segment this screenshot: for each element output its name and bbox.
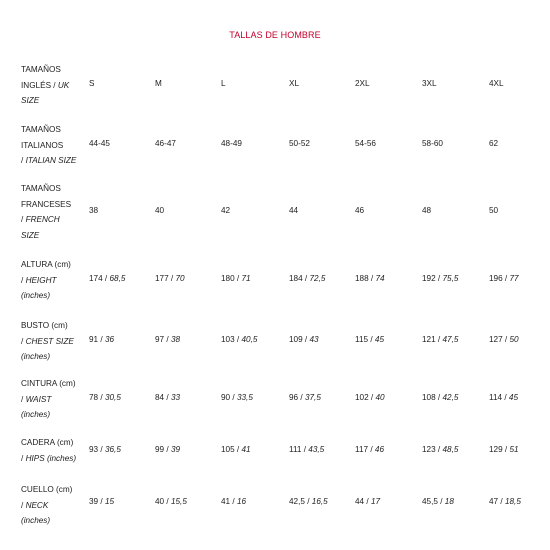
table-cell: 97 / 38: [155, 335, 181, 344]
table-cell: 84 / 33: [155, 393, 181, 402]
table-cell: S: [89, 79, 95, 88]
row-label: TAMAÑOS ITALIANOS / ITALIAN SIZE: [21, 125, 77, 165]
table-cell: 45,5 / 18: [422, 497, 454, 506]
table-cell: 102 / 40: [355, 393, 385, 402]
page-title: TALLAS DE HOMBRE: [229, 30, 321, 40]
table-cell: 121 / 47,5: [422, 335, 459, 344]
table-cell: L: [221, 79, 226, 88]
table-cell: 109 / 43: [289, 335, 319, 344]
table-cell: 47 / 18,5: [489, 497, 521, 506]
row-label: CUELLO (cm) / NECK (inches): [21, 485, 73, 525]
table-cell: 111 / 43,5: [289, 445, 325, 454]
table-cell: 50-52: [289, 139, 310, 148]
row-label: TAMAÑOS INGLÉS / UK SIZE: [21, 65, 70, 105]
table-cell: M: [155, 79, 162, 88]
table-cell: 123 / 48,5: [422, 445, 459, 454]
row-label: ALTURA (cm) / HEIGHT (inches): [21, 260, 71, 300]
table-cell: 90 / 33,5: [221, 393, 253, 402]
table-cell: 115 / 45: [355, 335, 384, 344]
table-cell: 3XL: [422, 79, 437, 88]
table-cell: 196 / 77: [489, 274, 519, 283]
table-cell: 177 / 70: [155, 274, 185, 283]
table-cell: 96 / 37,5: [289, 393, 321, 402]
row-label: BUSTO (cm) / CHEST SIZE (inches): [21, 321, 74, 361]
table-cell: 105 / 41: [221, 445, 251, 454]
table-cell: 184 / 72,5: [289, 274, 326, 283]
table-cell: 127 / 50: [489, 335, 519, 344]
table-cell: 40 / 15,5: [155, 497, 187, 506]
table-cell: 38: [89, 206, 99, 215]
table-cell: 129 / 51: [489, 445, 519, 454]
table-cell: 192 / 75,5: [422, 274, 459, 283]
table-cell: 54-56: [355, 139, 376, 148]
table-cell: 62: [489, 139, 499, 148]
table-cell: 58-60: [422, 139, 443, 148]
table-cell: 93 / 36,5: [89, 445, 121, 454]
table-cell: 44 / 17: [355, 497, 381, 506]
table-cell: 41 / 16: [221, 497, 247, 506]
table-cell: 42: [221, 206, 231, 215]
table-cell: 4XL: [489, 79, 504, 88]
row-label: TAMAÑOS FRANCESES / FRENCH SIZE: [21, 184, 72, 240]
table-cell: 42,5 / 16,5: [289, 497, 328, 506]
table-cell: 180 / 71: [221, 274, 251, 283]
table-cell: 46-47: [155, 139, 176, 148]
table-cell: 99 / 39: [155, 445, 181, 454]
row-label: CADERA (cm) / HIPS (inches): [21, 438, 77, 463]
table-cell: 50: [489, 206, 499, 215]
table-cell: 48: [422, 206, 432, 215]
table-cell: 114 / 45: [489, 393, 518, 402]
table-cell: 103 / 40,5: [221, 335, 258, 344]
table-cell: 39 / 15: [89, 497, 115, 506]
table-cell: 188 / 74: [355, 274, 385, 283]
table-cell: 44: [289, 206, 299, 215]
table-cell: 91 / 36: [89, 335, 115, 344]
table-cell: 78 / 30,5: [89, 393, 121, 402]
row-label: CINTURA (cm) / WAIST (inches): [21, 379, 76, 419]
table-cell: 44-45: [89, 139, 110, 148]
table-cell: 108 / 42,5: [422, 393, 459, 402]
table-cell: 117 / 46: [355, 445, 384, 454]
table-cell: 40: [155, 206, 165, 215]
table-cell: 46: [355, 206, 365, 215]
table-cell: XL: [289, 79, 300, 88]
table-cell: 174 / 68,5: [89, 274, 126, 283]
table-cell: 48-49: [221, 139, 242, 148]
table-cell: 2XL: [355, 79, 370, 88]
